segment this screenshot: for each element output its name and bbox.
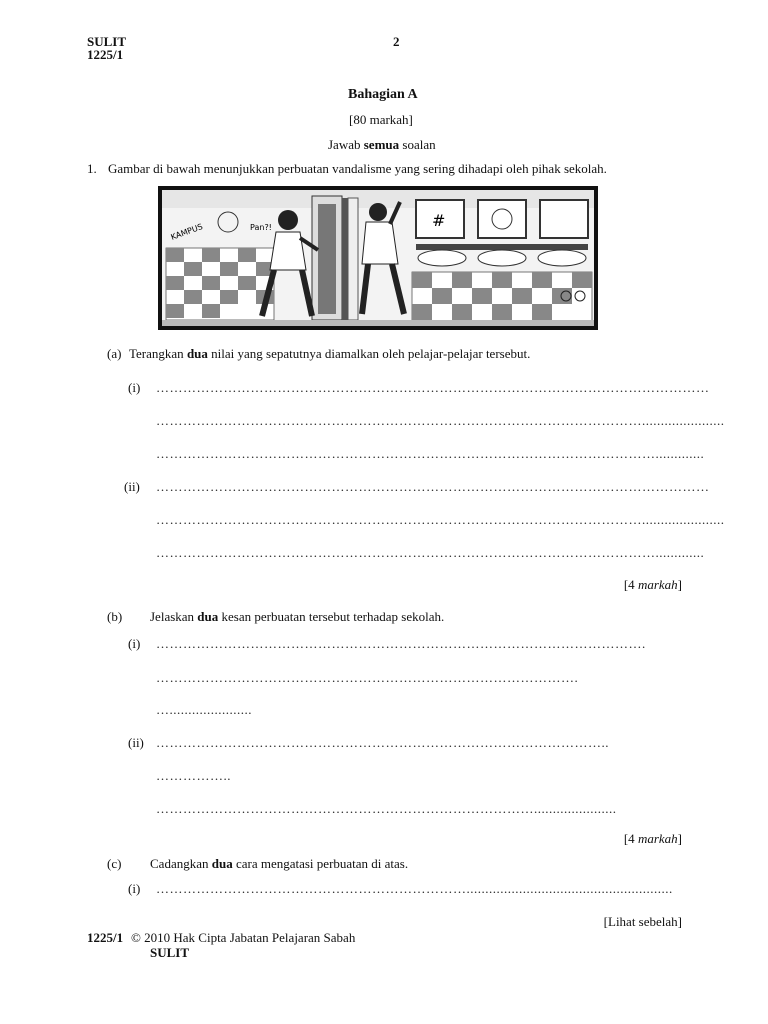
- section-title: Bahagian A: [348, 87, 418, 102]
- answer-line[interactable]: ………………………………………………………………………………………………….............: [156, 446, 705, 461]
- section-marks: [80 markah]: [349, 112, 413, 127]
- answer-line[interactable]: …......................: [156, 702, 252, 717]
- q1b-label: (b): [107, 609, 123, 624]
- q1b-i-label: (i): [128, 636, 141, 651]
- answer-line[interactable]: ………………………………………………………………………………….: [156, 670, 579, 685]
- answer-line[interactable]: ……………..: [156, 768, 231, 783]
- q1c-i-label: (i): [128, 881, 141, 896]
- q1a-ii-label: (ii): [124, 479, 140, 494]
- q1c-text: Cadangkan dua cara mengatasi perbuatan di atas.: [150, 856, 409, 871]
- answer-line[interactable]: ………………………………………………………………………………………………….............: [156, 545, 705, 560]
- page-number: 2: [393, 34, 400, 49]
- answer-line[interactable]: ……………………………………………………………………………………………….: [156, 636, 646, 651]
- answer-line[interactable]: …………………………………………………………….......................................................: [156, 881, 673, 896]
- see-next-page: [Lihat sebelah]: [603, 914, 682, 929]
- answer-line[interactable]: ……………………………………………………………………………………………………………: [156, 479, 710, 494]
- illus-text-3: #: [432, 211, 446, 230]
- vandalism-illustration: [158, 186, 598, 330]
- q1c-label: (c): [107, 856, 122, 871]
- q1b-marks: [4 markah]: [623, 831, 682, 846]
- q1a-text: Terangkan dua nilai yang sepatutnya diamalkan oleh pelajar-pelajar tersebut.: [129, 346, 531, 361]
- vandalism-cartoon-icon: [162, 190, 594, 326]
- q1b-ii-label: (ii): [128, 735, 144, 750]
- answer-line[interactable]: ……………………………………………………………………………………………………………: [156, 380, 710, 395]
- q1b-text: Jelaskan dua kesan perbuatan tersebut terhadap sekolah.: [150, 609, 445, 624]
- footer-sulit: SULIT: [150, 945, 190, 960]
- footer-copyright: © 2010 Hak Cipta Jabatan Pelajaran Sabah: [131, 930, 356, 945]
- answer-line[interactable]: ………………………………………………………………………………………………......................: [156, 413, 725, 428]
- q1a-label: (a): [107, 346, 122, 361]
- footer-code: 1225/1: [87, 930, 124, 945]
- illus-text-0: KAMPUS: [169, 222, 204, 242]
- header-sulit: SULIT: [87, 34, 127, 49]
- answer-line[interactable]: …………………………………………………………………………......................: [156, 801, 617, 816]
- q1-number: 1.: [87, 161, 97, 176]
- q1a-i-label: (i): [128, 380, 141, 395]
- answer-line[interactable]: ………………………………………………………………………………………………......................: [156, 512, 725, 527]
- q1-text: Gambar di bawah menunjukkan perbuatan vandalisme yang sering dihadapi oleh pihak sekolah.: [108, 161, 607, 176]
- q1a-marks: [4 markah]: [623, 577, 682, 592]
- answer-line[interactable]: ………………………………………………………………………………………..: [156, 735, 609, 750]
- illus-text-1: Pan?!: [250, 223, 272, 232]
- section-instruction: Jawab semua soalan: [328, 137, 436, 152]
- header-code: 1225/1: [87, 47, 124, 62]
